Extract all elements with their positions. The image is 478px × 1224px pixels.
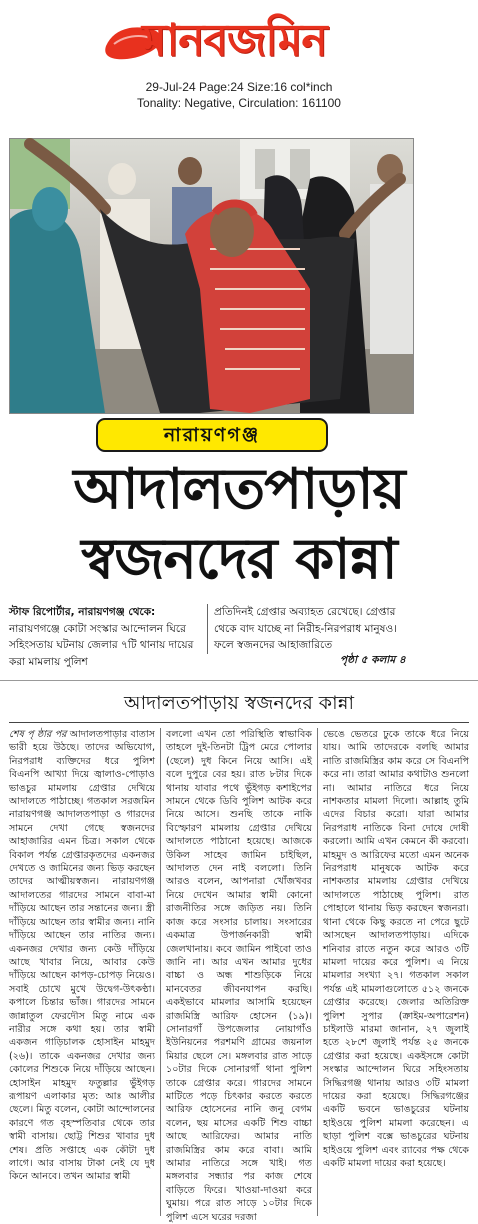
clip-meta-line1: 29-Jul-24 Page:24 Size:16 col*inch: [145, 80, 333, 94]
continuation-rule: [9, 722, 469, 723]
headline-line-1: আদালতপাড়ায়: [73, 457, 405, 522]
section-divider: [0, 680, 478, 681]
clip-meta-line2: Tonality: Negative, Circulation: 161100: [137, 96, 341, 110]
crowd-photo-illustration: [10, 139, 413, 413]
lead-right-text: প্রতিদিনই গ্রেপ্তার অব্যাহত রেখেছে। গ্রেপ্তার থেকে বাদ যাচ্ছে না নিরীহ-নিরপরাধ মানুষও। ফলে স্বজনদের আহাজারিতে: [214, 606, 397, 651]
lead-right-column: [207, 604, 412, 654]
jump-from-label: শেষ পৃ ষ্ঠার পর: [9, 729, 67, 740]
lead-left-text: নারায়ণগঞ্জে কোটা সংস্কার আন্দোলন ঘিরে সহিংসতায় ঘটনায় জেলার ৭টি থানায় দায়ের করা মামলায় পুলিশ: [9, 622, 194, 668]
body-column-2: [166, 728, 312, 1223]
page-jump-reference: পৃষ্ঠা ৫ কলাম ৪: [340, 654, 406, 666]
body-column-1: [9, 728, 155, 1216]
location-label: নারায়ণগঞ্জ: [163, 424, 261, 446]
body-column-3: [323, 728, 469, 1216]
news-photo: [9, 138, 414, 414]
body-column-3-text: ভেঙে ভেতরে ঢুকে তাকে ধরে নিয়ে যায়। আমি তাদেরকে বলছি আমার নাতি রাজমিস্ত্রির কাম করে সে বিএনপি করে না। তারা আমার কথাটাও শুনলো না। আমার নাতিরে ধরে নিয়ে নাশকতার মামলা দিলো। আল্লাহ তুমি এদের বিচার করো। যারা আমার নিরপরাধ নাতিকে বিনা দোষে দোষী করলো। আমি এখন কেমনে কী করবো। মাহমুদ ও আরিফের মতো এমন অনেক নিরপরাধ মানুষকে আটক করে নাশকতার মামলায় গ্রেপ্তার দেখিয়ে আদালতে পাঠাচ্ছে পুলিশ। রাত পোহালে থানায় ভিড় করছেন স্বজনরা। থানা থেকে কিছু করতে না পেরে ছুটে আসছেন আদালতপাড়ায়। এদিকে শনিবার রাতে নতুন করে আরও ৩টি মামলা দায়ের করে পুলিশ। এ নিয়ে মামলার সংখ্যা ২৭। গতকাল সকাল পর্যন্ত এই মামলাগুলোতে ৫১২ জনকে গ্রেপ্তার করেছে। জেলার অতিরিক্ত পুলিশ সুপার (ক্রাইম-অপারেশন) চাইলাউ মারমা জানান, ২৭ জুলাই হতে ২৮শে জুলাই পর্যন্ত ২৫ জনকে গ্রেপ্তার করা হয়েছে। একইসঙ্গে কোটা সংস্কার আন্দোলন ঘিরে সহিংসতায় সিদ্ধিরগঞ্জ থানায় আরও ৩টি মামলা দায়ের করা হয়েছে। সিদ্ধিরগঞ্জের একটি ভবনে ভাঙচুরের ঘটনায় হাইওয়ে পুলিশ মামলা করেছেন। এ ছাড়া পুলিশ বক্সে ভাঙচুরের ঘটনায় হাইওয়ে পুলিশ এবং র‌্যাবের পক্ষ থেকে একটি মামলা দায়ের করা হয়েছে।: [323, 729, 469, 1169]
continuation-heading: আদালতপাড়ায় স্বজনদের কান্না: [124, 692, 354, 714]
masthead: [0, 0, 478, 118]
location-banner: [96, 418, 328, 452]
body-column-2-text: বললো এখন তো পরিস্থিতি স্বাভাবিক তাহলে দুই-তিনটা ট্রিপ মেরে পোলার (ছেলে) দুধ কিনে নিয়ে আসি। এই বলে দুপুরে বের হয়। রাত ৮টার দিকে থানায় যাবার পথে ভুঁইগড় কশাইপের সামনে থেকে ডিবি পুলিশ আটক করে নিয়ে আসে। শুনছি তাকে নাকি বিস্ফোরণ মামলায় গ্রেপ্তার দেখিয়ে আদালতে পাঠানো হয়েছে। আজকে উকিল সাহেব জামিন চাইছিল, আদালত দেন নাই বললো। তিনি আরও বলেন, আপনারা খোঁজখবর নিয়ে দেখেন আমার স্বামী কোনো রাজনীতির সঙ্গে জড়িত নয়। তিনি কাজ করে সংসার চালায়। সংসারের একমাত্র উপার্জনকারী স্বামী জেলখানায়। কবে জামিন পাইবো তাও জানি না। আর এখন আমার দুধের বাচ্চা ও অন্ধ শাশুড়িকে নিয়ে মানবেতর জীবনযাপন করছি। একইভাবে মামলার আসামি হয়েছেন রাজমিস্ত্রি আরিফ হোসেন (১৯)। সোনারগাঁ উপজেলার নোয়াগাঁও ইউনিয়নের পরশমণি গ্রামের জয়নাল মিয়ার ছেলে সে। মঙ্গলবার রাত সাড়ে ১০টার দিকে সোনারগাঁ থানা পুলিশ তাকে গ্রেপ্তার করে। গারদের সামনে মাটিতে পড়ে চিৎকার করতে করতে আরিফ হোসেনের নানি জনু বেগম বলেন, ছয় মাসের একটি শিশু বাচ্চা আছে আরিফের। আমার নাতি রাজমিস্ত্রির কাম করে বাবা। আমি আমার নাতিরে সঙ্গে খাই। গত মঙ্গলবার সন্ধ্যার পর কাজ শেষে বাড়িতে ফিরে। খাওয়া-দাওয়া করে ঘুমায়। পরে রাত সাড়ে ১০টার দিকে পুলিশ এসে ঘরের দরজা: [166, 729, 312, 1223]
column-separator: [160, 728, 161, 1216]
newspaper-logo: [104, 10, 376, 72]
lead-left-column: [9, 604, 201, 670]
logo-text: মানবজমিন: [142, 15, 327, 66]
headline-line-2: স্বজনদের কান্না: [81, 527, 397, 592]
column-separator: [317, 728, 318, 1216]
byline: স্টাফ রিপোর্টার, নারায়ণগঞ্জ থেকে:: [9, 606, 156, 618]
body-column-1-text: আদালতপাড়ার বাতাস ভারী হয়ে উঠছে। তাদের অভিযোগ, নিরপরাধ ব্যক্তিদের ধরে পুলিশ বিএনপি আখ্যা দিয়ে জ্বালাও-পোড়াও ভাঙচুর মামলায় গ্রেপ্তার দেখিয়ে আদালতে পাঠাচ্ছে। গতকাল সরজমিন নারায়ণগঞ্জ আদালতপাড়া ও গারদের সামনে দেখা গেছে স্বজনদের আহাজারির এমন চিত্র। সকাল থেকে বিকাল পর্যন্ত গ্রেপ্তারকৃতদের একনজর দেখতে ও জামিনের জন্য ভিড় করছেন তাদের আত্মীয়স্বজন। নারায়ণগঞ্জ আদালতের গারদের সামনে বাবা-মা দাঁড়িয়ে আছেন তার সন্তানের জন্য। স্ত্রী দাঁড়িয়ে আছেন তার স্বামীর জন্য। নানি দাঁড়িয়ে আছেন তার নাতির জন্য। একনজর দেখার জন্য কেউ দাঁড়িয়ে আছে খাবার নিয়ে, আবার কেউ দাঁড়িয়ে আছেন কাপড়-চোপড় নিয়েও। সবাই চোখে মুখে উদ্বেগ-উৎকণ্ঠা। কপালে চিন্তার ভাঁজ। গারদের সামনে জান্নাতুল ফেরদৌস মিতু নামে এক নারীর সঙ্গে কথা হয়। তার স্বামী একজন গাড়িচালক হোসাইন মাহমুদ (২৬)। তাকে একনজর দেখার জন্য কোলের শিশুকে নিয়ে দাঁড়িয়ে আছেন। হোসাইন মাহমুদ ফতুল্লার ভুঁইগড় রূপায়ণ এলাকার মৃত: আঃ আলীর ছেলে। মিতু বলেন, কোটা আন্দোলনের কারণে গত বৃহস্পতিবার থেকে তার স্বামী বাসায়। ছোট্ট শিশুর খাবার দুধ শেষ। প্রতি সপ্তাহে এক কৌটা দুধ লাগে। আর বাসায় টাকা নেই যে দুধ কিনে আনবে। তখন আমার স্বামী: [9, 729, 155, 1183]
